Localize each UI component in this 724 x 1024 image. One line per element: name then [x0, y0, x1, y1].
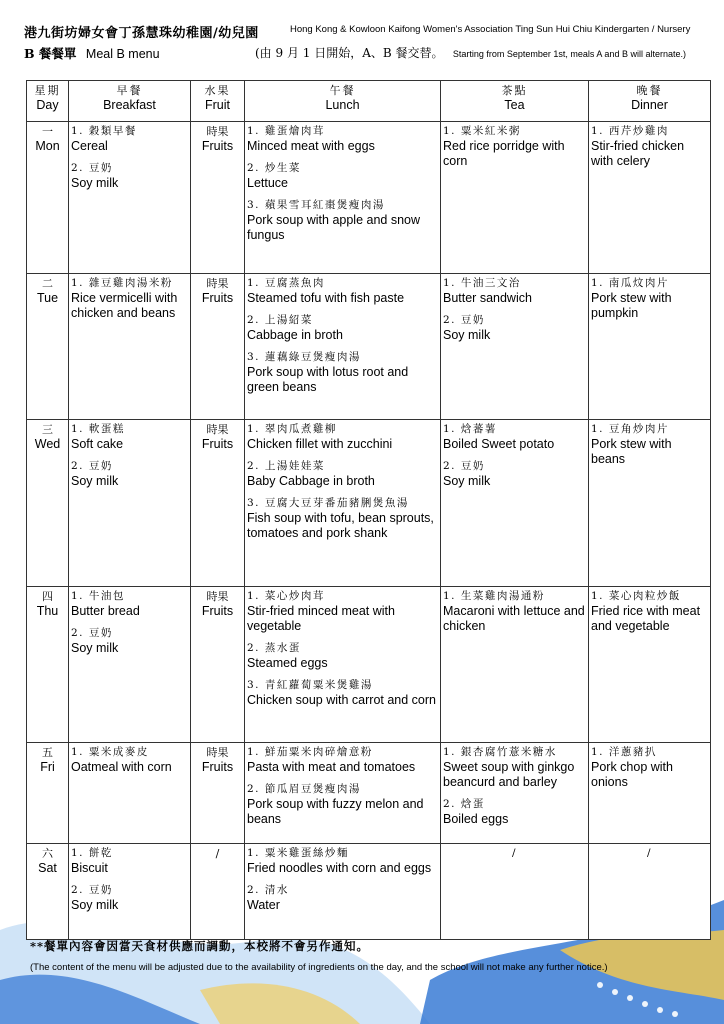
- menu-item-en: Fried noodles with corn and eggs: [247, 861, 432, 875]
- day-cell: [27, 587, 69, 743]
- menu-item-zh: 2. 豆奶: [71, 884, 113, 896]
- menu-item-en: Boiled Sweet potato: [443, 437, 555, 451]
- menu-item: [71, 745, 188, 775]
- fruit-en: Fruits: [201, 291, 234, 305]
- menu-title-zh: B 餐餐單: [24, 46, 77, 61]
- menu-item-zh: 1. 生菜雞肉湯通粉: [443, 590, 545, 602]
- menu-item-en: Fried rice with meat and vegetable: [591, 604, 701, 633]
- day-row: [27, 743, 711, 844]
- menu-body: [27, 122, 711, 940]
- lunch-cell: [245, 743, 441, 844]
- fruit-cell: [191, 122, 245, 274]
- menu-item: [443, 422, 586, 452]
- menu-item: [443, 846, 586, 861]
- school-name-zh: 港九街坊婦女會丁孫慧珠幼稚園/幼兒園: [24, 26, 259, 41]
- menu-item-en: Chicken soup with carrot and corn: [247, 693, 436, 707]
- menu-item: [71, 124, 188, 154]
- day-row: [27, 122, 711, 274]
- day-row: [27, 844, 711, 940]
- menu-item: [71, 626, 188, 656]
- fruit-cell: [191, 743, 245, 844]
- day-en: Thu: [36, 604, 59, 618]
- fruit-zh: 時果: [206, 125, 229, 138]
- day-cell: [27, 122, 69, 274]
- column-header-en: Dinner: [631, 98, 668, 112]
- menu-item: [247, 459, 438, 489]
- tea-cell: [441, 587, 589, 743]
- day-cell: [27, 274, 69, 420]
- menu-item-zh: 3. 豆腐大豆芽番茄豬脷煲魚湯: [247, 497, 409, 509]
- menu-item-zh: 1. 焓蕃薯: [443, 423, 497, 435]
- menu-item: [247, 782, 438, 827]
- menu-item-zh: 2. 上湯紹菜: [247, 314, 313, 326]
- day-en: Mon: [35, 139, 60, 153]
- lunch-cell: [245, 274, 441, 420]
- menu-item-en: Stir-fried chicken with celery: [591, 139, 685, 168]
- day-zh: 五: [42, 746, 53, 759]
- fruit-cell: [191, 587, 245, 743]
- menu-item: [247, 276, 438, 306]
- day-en: Sat: [38, 861, 57, 875]
- menu-item: [443, 797, 586, 827]
- menu-item-en: Baby Cabbage in broth: [247, 474, 375, 488]
- menu-item-zh: 1. 南瓜炆肉片: [591, 277, 669, 289]
- menu-item-en: Butter bread: [71, 604, 140, 618]
- column-header-en: Day: [36, 98, 59, 112]
- menu-item-zh: 1. 豆腐蒸魚肉: [247, 277, 325, 289]
- menu-item-zh: 1. 餅乾: [71, 847, 113, 859]
- menu-item-zh: 2. 清水: [247, 884, 289, 896]
- breakfast-cell: [69, 274, 191, 420]
- menu-item-en: Steamed tofu with fish paste: [247, 291, 405, 305]
- day-en: Wed: [34, 437, 61, 451]
- school-name-en: Hong Kong & Kowloon Kaifong Women's Association Ting Sun Hui Chiu Kindergarten / Nursery: [290, 24, 691, 35]
- menu-item-en: Soft cake: [71, 437, 124, 451]
- menu-item-zh: 1. 牛油三文治: [443, 277, 521, 289]
- menu-item-en: Soy milk: [71, 898, 119, 912]
- menu-item-zh: 1. 鮮茄粟米肉碎燴意粉: [247, 746, 373, 758]
- menu-item: [591, 846, 708, 861]
- dinner-cell: [589, 420, 711, 587]
- menu-item: [591, 589, 708, 634]
- menu-item-zh: 1. 雜豆雞肉湯米粉: [71, 277, 173, 289]
- menu-item: [71, 459, 188, 489]
- menu-item-zh: 1. 菜心肉粒炒飯: [591, 590, 681, 602]
- breakfast-cell: [69, 844, 191, 940]
- lunch-cell: [245, 420, 441, 587]
- day-row: [27, 274, 711, 420]
- menu-item: [443, 745, 586, 790]
- menu-item-en: Boiled eggs: [443, 812, 509, 826]
- menu-item-zh: 2. 節瓜眉豆煲瘦肉湯: [247, 783, 361, 795]
- menu-item-en: Red rice porridge with corn: [443, 139, 565, 168]
- menu-item-en: Pork chop with onions: [591, 760, 673, 789]
- menu-item: [71, 422, 188, 452]
- day-zh: 三: [42, 423, 53, 436]
- menu-item-en: Pork stew with pumpkin: [591, 291, 672, 320]
- column-header-en: Tea: [504, 98, 525, 112]
- menu-item-zh: 3. 青紅蘿蔔粟米煲雞湯: [247, 679, 373, 691]
- menu-item-en: Soy milk: [71, 641, 119, 655]
- menu-item-zh: 2. 豆奶: [443, 314, 485, 326]
- menu-item: [247, 641, 438, 671]
- column-header-en: Fruit: [205, 98, 230, 112]
- tea-cell: [441, 844, 589, 940]
- day-en: Fri: [40, 760, 55, 774]
- dinner-cell: [589, 122, 711, 274]
- fruit-cell: [191, 274, 245, 420]
- menu-item-en: Water: [247, 898, 280, 912]
- menu-item: [443, 276, 586, 306]
- menu-item: [247, 589, 438, 634]
- menu-item-zh: 2. 上湯娃娃菜: [247, 460, 325, 472]
- menu-item-zh: 3. 蓮藕綠豆煲瘦肉湯: [247, 351, 361, 363]
- day-zh: 六: [42, 847, 53, 860]
- menu-item-zh: 1. 粟米成麥皮: [71, 746, 149, 758]
- menu-item-en: Pork stew with beans: [591, 437, 672, 466]
- column-header-zh: 早餐: [116, 84, 143, 97]
- menu-item-en: Minced meat with eggs: [247, 139, 375, 153]
- column-header-zh: 午餐: [329, 84, 356, 97]
- menu-item: [247, 313, 438, 343]
- fruit-cell: [191, 844, 245, 940]
- menu-item-zh: 2. 蒸水蛋: [247, 642, 301, 654]
- breakfast-cell: [69, 122, 191, 274]
- menu-item: [591, 745, 708, 790]
- menu-item: [247, 846, 438, 876]
- menu-item: [443, 459, 586, 489]
- day-cell: [27, 844, 69, 940]
- menu-item: [247, 198, 438, 243]
- menu-item: [71, 883, 188, 913]
- menu-item: [71, 846, 188, 876]
- menu-item-en: Pork soup with apple and snow fungus: [247, 213, 421, 242]
- column-header: [191, 81, 245, 122]
- menu-item: [71, 161, 188, 191]
- menu-item-zh: 2. 豆奶: [71, 162, 113, 174]
- day-row: [27, 420, 711, 587]
- menu-item-zh: 2. 豆奶: [71, 627, 113, 639]
- menu-item-en: Chicken fillet with zucchini: [247, 437, 393, 451]
- menu-item-en: Pork soup with fuzzy melon and beans: [247, 797, 424, 826]
- menu-item-en: Steamed eggs: [247, 656, 328, 670]
- alternation-note-zh: (由 9 月 1 日開始，A、B 餐交替。: [255, 46, 444, 60]
- menu-item: [247, 496, 438, 541]
- menu-item-en: Soy milk: [443, 328, 491, 342]
- footer-note-en: (The content of the menu will be adjusted due to the availability of ingredients on the day, and the school will not make any further notice.): [30, 962, 608, 973]
- menu-item: [71, 276, 188, 321]
- menu-item-zh: 1. 牛油包: [71, 590, 125, 602]
- menu-item-en: Lettuce: [247, 176, 289, 190]
- fruit-en: Fruits: [201, 760, 234, 774]
- tea-cell: [441, 420, 589, 587]
- menu-item-zh: /: [646, 847, 653, 859]
- menu-item-en: Soy milk: [443, 474, 491, 488]
- menu-item-zh: 1. 翠肉瓜煮雞柳: [247, 423, 337, 435]
- menu-item-zh: 1. 菜心炒肉茸: [247, 590, 325, 602]
- tea-cell: [441, 743, 589, 844]
- menu-item: [247, 350, 438, 395]
- menu-item-zh: /: [511, 847, 518, 859]
- menu-item-zh: 1. 粟米雞蛋絲炒麵: [247, 847, 349, 859]
- menu-item-en: Biscuit: [71, 861, 108, 875]
- breakfast-cell: [69, 743, 191, 844]
- menu-item-zh: 2. 焓蛋: [443, 798, 485, 810]
- lunch-cell: [245, 844, 441, 940]
- column-header-zh: 星期: [34, 84, 61, 97]
- footer-note-zh: **餐單內容會因當天食材供應而調動，本校將不會另作通知。: [30, 939, 370, 953]
- column-header: [69, 81, 191, 122]
- menu-item-en: Cereal: [71, 139, 108, 153]
- menu-item: [443, 589, 586, 634]
- day-cell: [27, 420, 69, 587]
- column-header: [27, 81, 69, 122]
- menu-item: [443, 313, 586, 343]
- menu-item-en: Soy milk: [71, 176, 119, 190]
- menu-item: [591, 276, 708, 321]
- menu-item: [247, 678, 438, 708]
- alternation-note: [255, 44, 686, 61]
- menu-item-en: Macaroni with lettuce and chicken: [443, 604, 585, 633]
- day-cell: [27, 743, 69, 844]
- day-zh: 四: [42, 590, 53, 603]
- day-en: Tue: [36, 291, 59, 305]
- menu-item-zh: 1. 豆角炒肉片: [591, 423, 669, 435]
- menu-item-en: Cabbage in broth: [247, 328, 343, 342]
- menu-item: [71, 589, 188, 619]
- menu-item-en: Oatmeal with corn: [71, 760, 172, 774]
- day-zh: 二: [42, 277, 53, 290]
- column-header: [441, 81, 589, 122]
- fruit-en: Fruits: [201, 604, 234, 618]
- column-header-en: Lunch: [325, 98, 360, 112]
- page-header: [0, 0, 724, 80]
- dinner-cell: [589, 587, 711, 743]
- column-header-en: Breakfast: [103, 98, 156, 112]
- menu-item-en: Pasta with meat and tomatoes: [247, 760, 416, 774]
- menu-item: [247, 745, 438, 775]
- fruit-zh: 時果: [206, 746, 229, 759]
- menu-item-en: Fish soup with tofu, bean sprouts, tomatoes and pork shank: [247, 511, 434, 540]
- menu-title-en: Meal B menu: [85, 47, 160, 61]
- fruit-zh: 時果: [206, 590, 229, 603]
- breakfast-cell: [69, 420, 191, 587]
- menu-item-zh: 1. 洋蔥豬扒: [591, 746, 657, 758]
- fruit-en: Fruits: [201, 437, 234, 451]
- fruit-cell: [191, 420, 245, 587]
- menu-item-zh: 2. 豆奶: [443, 460, 485, 472]
- menu-item-en: Soy milk: [71, 474, 119, 488]
- dinner-cell: [589, 274, 711, 420]
- day-zh: 一: [42, 125, 53, 138]
- menu-title: [24, 44, 160, 62]
- menu-item-en: Rice vermicelli with chicken and beans: [71, 291, 178, 320]
- menu-item: [591, 124, 708, 169]
- column-header: [245, 81, 441, 122]
- day-row: [27, 587, 711, 743]
- menu-item-en: Sweet soup with ginkgo beancurd and barley: [443, 760, 575, 789]
- fruit-zh: 時果: [206, 423, 229, 436]
- menu-item-en: Stir-fried minced meat with vegetable: [247, 604, 395, 633]
- dinner-cell: [589, 844, 711, 940]
- menu-item-en: Butter sandwich: [443, 291, 532, 305]
- menu-item: [247, 883, 438, 913]
- menu-item: [247, 161, 438, 191]
- fruit-zh: /: [215, 847, 220, 860]
- menu-item: [443, 124, 586, 169]
- menu-item-zh: 3. 蘋果雪耳紅棗煲瘦肉湯: [247, 199, 385, 211]
- dinner-cell: [589, 743, 711, 844]
- breakfast-cell: [69, 587, 191, 743]
- fruit-zh: 時果: [206, 277, 229, 290]
- alternation-note-en: Starting from September 1st, meals A and B will alternate.): [452, 49, 686, 59]
- menu-item: [247, 124, 438, 154]
- column-header-row: [27, 81, 711, 122]
- tea-cell: [441, 122, 589, 274]
- column-header-zh: 晚餐: [636, 84, 663, 97]
- lunch-cell: [245, 587, 441, 743]
- menu-item-zh: 1. 銀杏腐竹薏米糖水: [443, 746, 557, 758]
- menu-item-zh: 1. 西芹炒雞肉: [591, 125, 669, 137]
- menu-item-zh: 1. 軟蛋糕: [71, 423, 125, 435]
- tea-cell: [441, 274, 589, 420]
- menu-item: [247, 422, 438, 452]
- menu-item-en: Pork soup with lotus root and green beans: [247, 365, 409, 394]
- column-header: [589, 81, 711, 122]
- fruit-en: Fruits: [201, 139, 234, 153]
- menu-table: [26, 80, 711, 940]
- lunch-cell: [245, 122, 441, 274]
- menu-item-zh: 2. 豆奶: [71, 460, 113, 472]
- menu-item-zh: 1. 雞蛋燴肉茸: [247, 125, 325, 137]
- menu-item: [591, 422, 708, 467]
- menu-item-zh: 1. 粟米紅米粥: [443, 125, 521, 137]
- menu-item-zh: 1. 穀類早餐: [71, 125, 137, 137]
- column-header-zh: 水果: [204, 84, 231, 97]
- column-header-zh: 茶點: [501, 84, 528, 97]
- menu-item-zh: 2. 炒生菜: [247, 162, 301, 174]
